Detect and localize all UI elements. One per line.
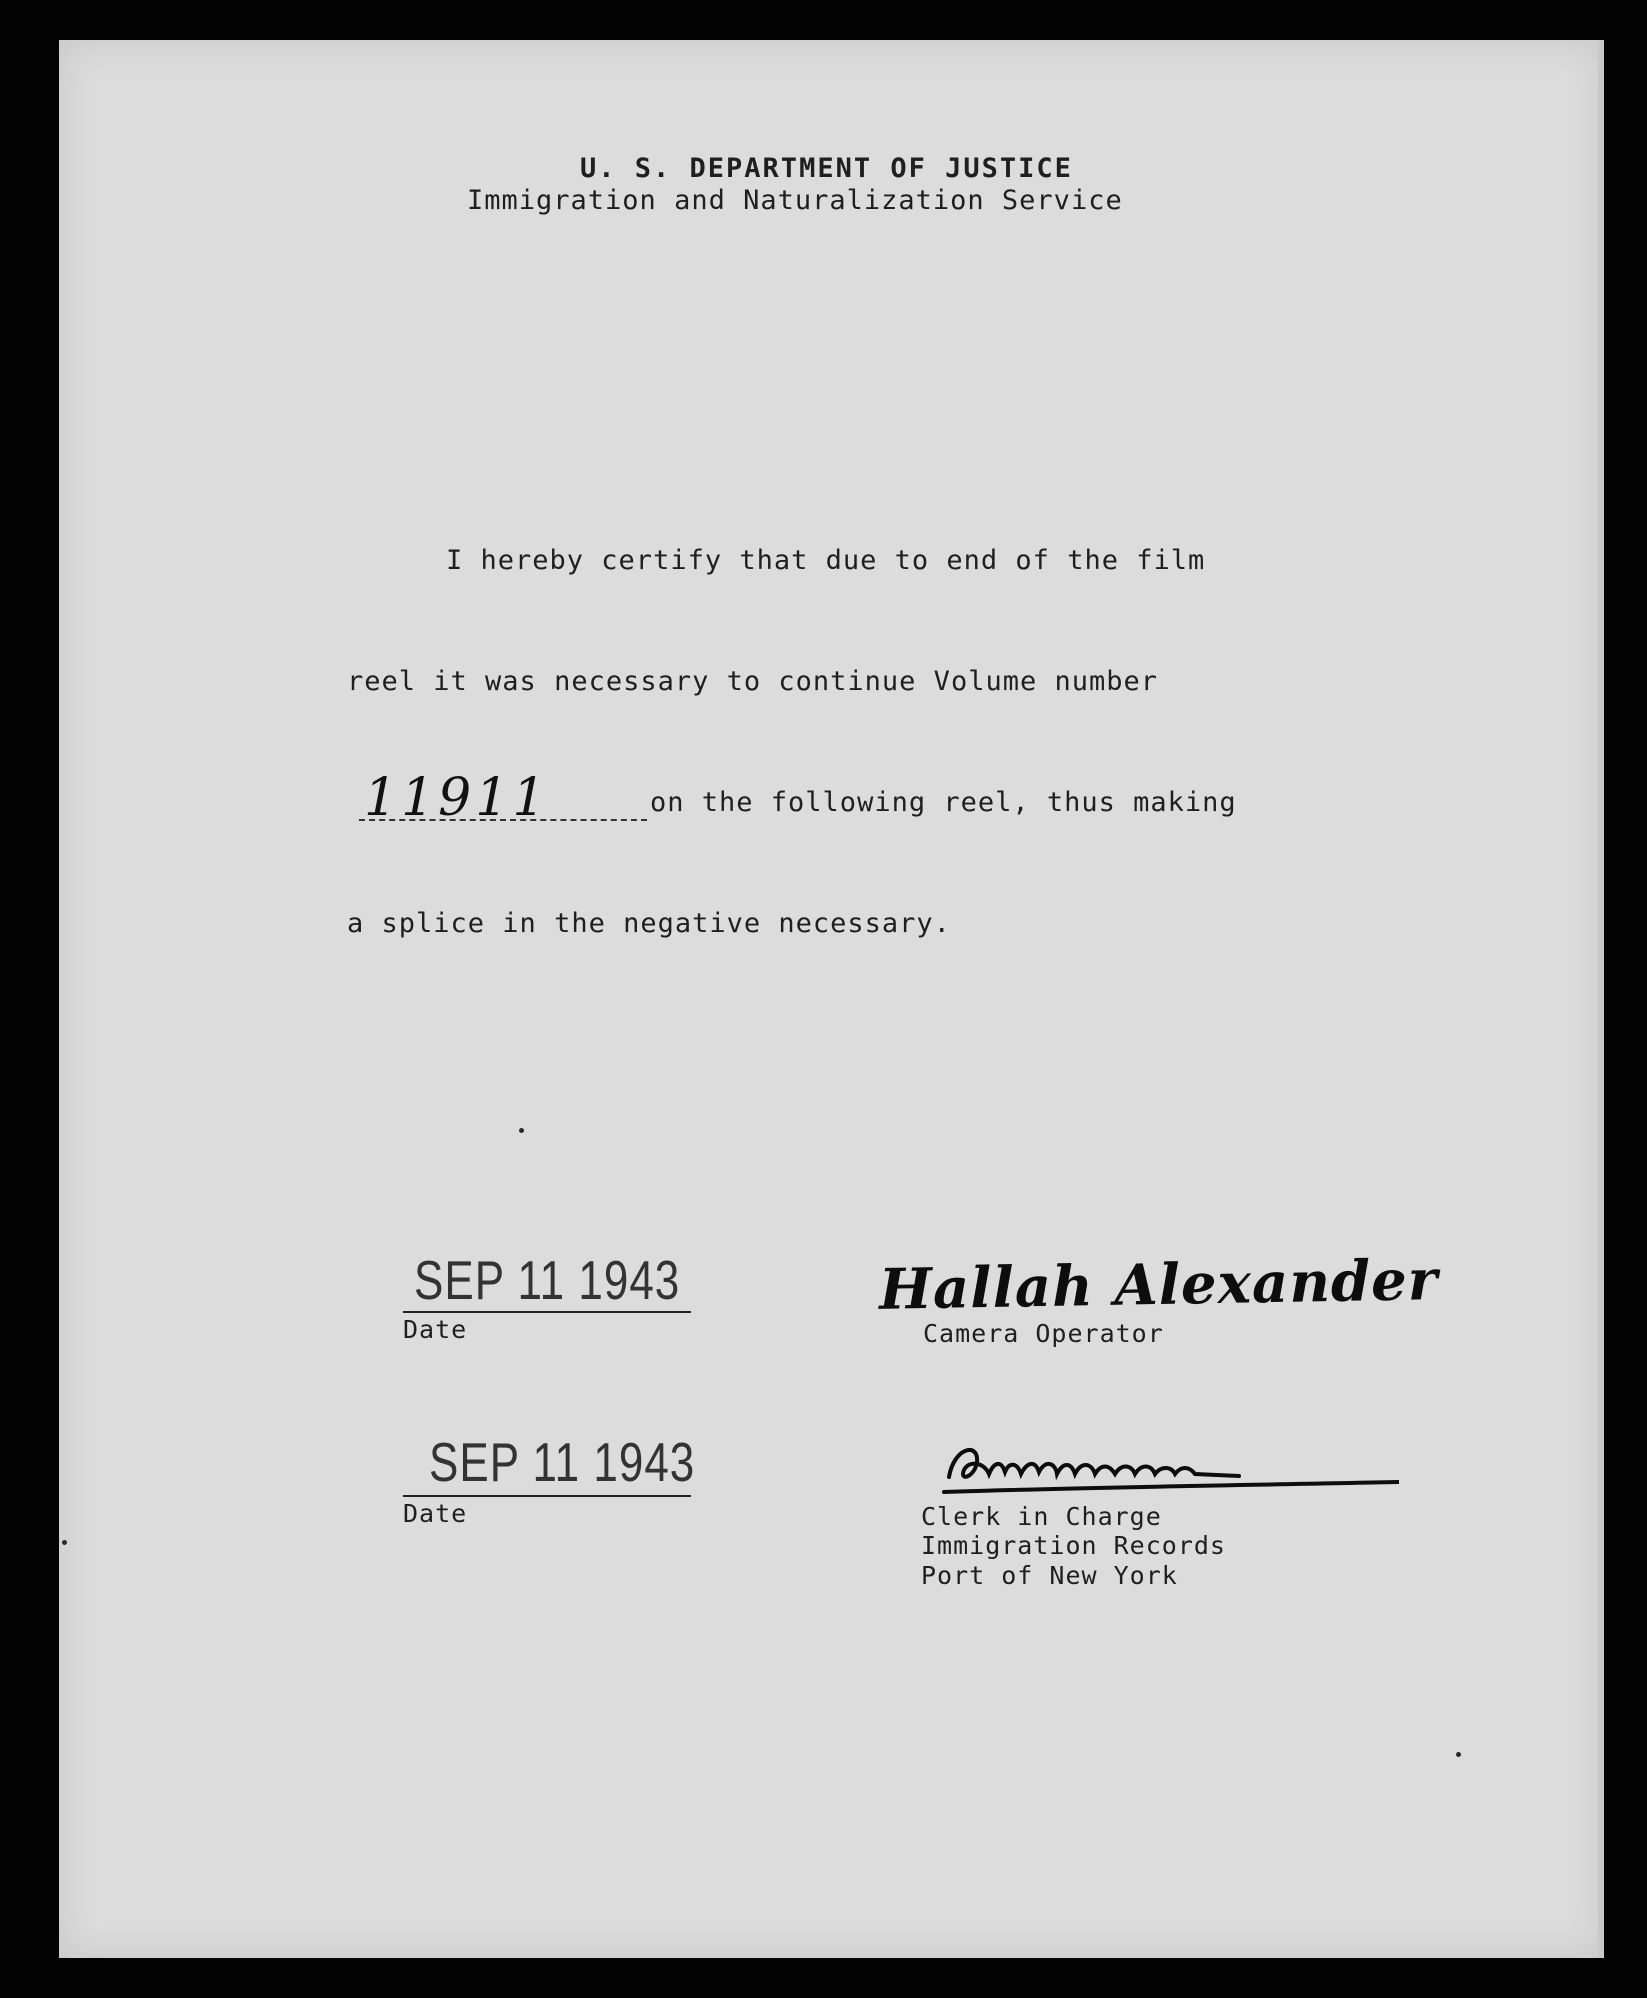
paper-speck <box>519 1128 524 1133</box>
clerk-office: Immigration Records <box>921 1531 1226 1560</box>
date-stamp-1: SEP 11 1943 <box>414 1250 681 1312</box>
date-stamp-2: SEP 11 1943 <box>429 1432 696 1494</box>
document-page <box>59 40 1604 1958</box>
date-line-1 <box>403 1311 691 1313</box>
date-label-1: Date <box>403 1315 468 1344</box>
clerk-location: Port of New York <box>921 1561 1178 1590</box>
paper-speck <box>1456 1752 1461 1757</box>
certificate-line-3: on the following reel, thus making <box>650 787 1237 818</box>
paper-speck <box>62 1540 67 1545</box>
date-line-2 <box>403 1495 691 1497</box>
clerk-signature <box>939 1432 1399 1502</box>
camera-operator-signature: Hallah Alexander <box>878 1247 1439 1323</box>
page-edge <box>1598 40 1604 1958</box>
date-label-2: Date <box>403 1499 468 1528</box>
service-subtitle: Immigration and Naturalization Service <box>467 185 1123 216</box>
certificate-line-4: a splice in the negative necessary. <box>347 908 951 939</box>
volume-number: 11911 <box>364 768 550 828</box>
clerk-title: Clerk in Charge <box>921 1502 1162 1531</box>
certificate-line-1: I hereby certify that due to end of the film <box>446 545 1206 576</box>
agency-title: U. S. DEPARTMENT OF JUSTICE <box>580 153 1073 184</box>
certificate-line-2: reel it was necessary to continue Volume number <box>347 666 1159 697</box>
camera-operator-label: Camera Operator <box>923 1319 1164 1348</box>
volume-number-underline <box>359 819 647 821</box>
